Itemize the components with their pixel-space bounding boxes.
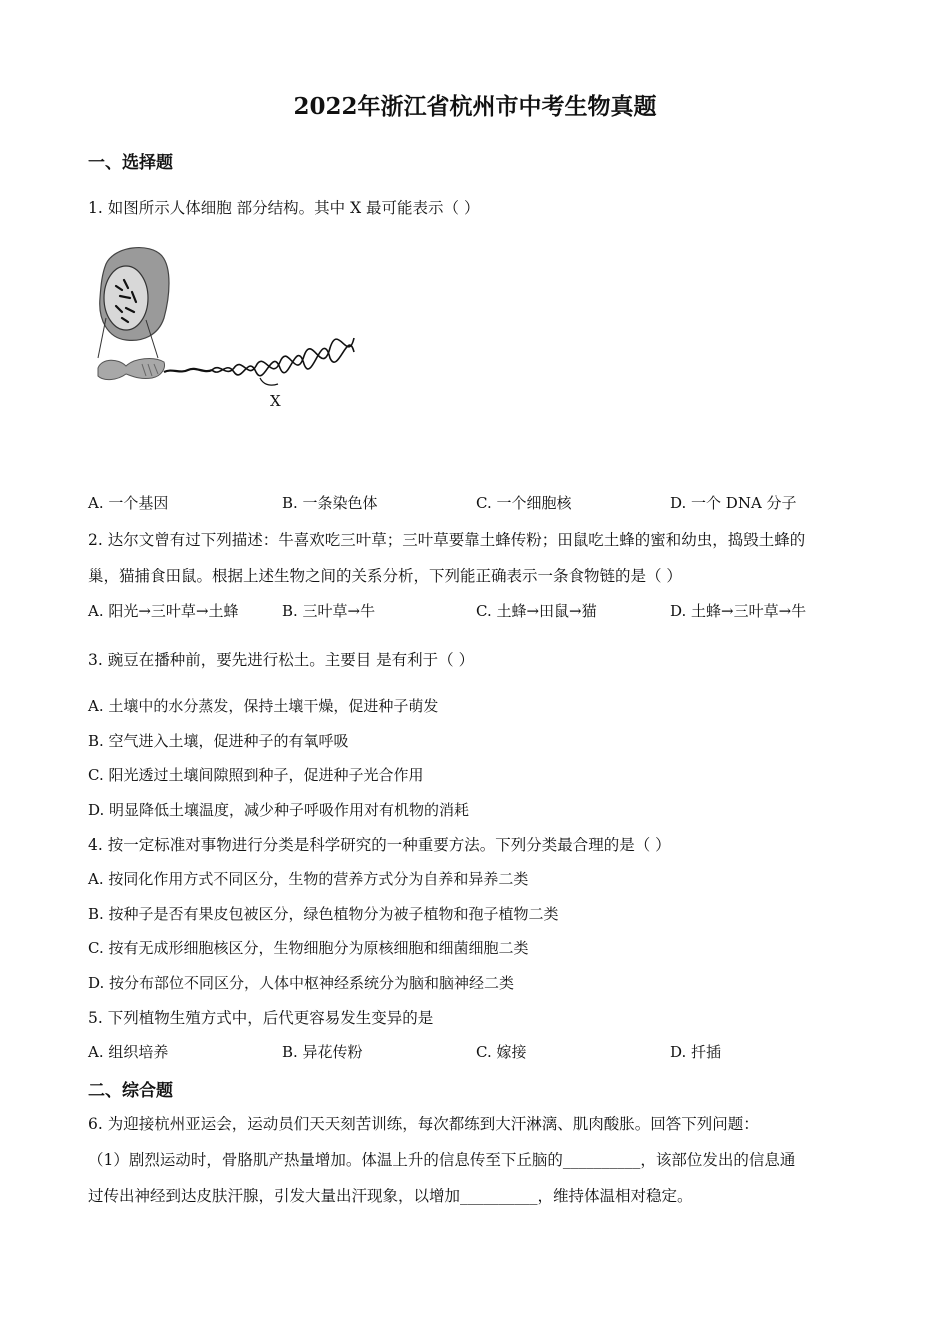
question-6-part1-line1: （1）剧烈运动时，骨胳肌产热量增加。体温上升的信息传至下丘脑的__________，该部位发出的信息通 — [88, 1151, 796, 1169]
question-6-part1-line2: 过传出神经到达皮肤汗腺，引发大量出汗现象，以增加__________，维持体温相对稳定。 — [88, 1187, 693, 1205]
q4-option-b: B. 按种子是否有果皮包被区分，绿色植物分为被子植物和孢子植物二类 — [88, 905, 559, 923]
section-heading-comprehensive: 二、综合题 — [88, 1081, 173, 1101]
figure-x-label: X — [270, 392, 281, 410]
q2-option-c: C. 土蜂→田鼠→猫 — [476, 602, 597, 620]
q3-option-c: C. 阳光透过土壤间隙照到种子，促进种子光合作用 — [88, 766, 424, 784]
q4-option-c: C. 按有无成形细胞核区分，生物细胞分为原核细胞和细菌细胞二类 — [88, 939, 529, 957]
q5-option-b: B. 异花传粉 — [282, 1043, 363, 1061]
question-6-stem: 6. 为迎接杭州亚运会，运动员们天天刻苦训练，每次都练到大汗淋漓、肌肉酸胀。回答下列问题： — [88, 1115, 759, 1133]
q5-option-a: A. 组织培养 — [88, 1043, 169, 1061]
q1-option-d: D. 一个 DNA 分子 — [670, 494, 797, 512]
section-heading-choice: 一、选择题 — [88, 153, 173, 173]
q3-option-d: D. 明显降低土壤温度，减少种子呼吸作用对有机物的消耗 — [88, 801, 470, 819]
q2-option-d: D. 土蜂→三叶草→牛 — [670, 602, 807, 620]
cell-chromosome-dna-figure — [92, 240, 362, 415]
q5-option-d: D. 扦插 — [670, 1043, 722, 1061]
q1-option-a: A. 一个基因 — [88, 494, 169, 512]
q1-option-b: B. 一条染色体 — [282, 494, 378, 512]
question-5-stem: 5. 下列植物生殖方式中，后代更容易发生变异的是 — [88, 1009, 434, 1027]
q2-option-b: B. 三叶草→牛 — [282, 602, 376, 620]
question-4-stem: 4. 按一定标准对事物进行分类是科学研究的一种重要方法。下列分类最合理的是（ ） — [88, 836, 671, 854]
q5-option-c: C. 嫁接 — [476, 1043, 527, 1061]
question-3-stem: 3. 豌豆在播种前，要先进行松土。主要目 是有利于（ ） — [88, 651, 475, 669]
q3-option-a: A. 土壤中的水分蒸发，保持土壤干燥，促进种子萌发 — [88, 697, 439, 715]
q1-option-c: C. 一个细胞核 — [476, 494, 572, 512]
q2-option-a: A. 阳光→三叶草→土蜂 — [88, 602, 239, 620]
page-title: 2022年浙江省杭州市中考生物真题 — [293, 93, 657, 120]
q3-option-b: B. 空气进入土壤，促进种子的有氧呼吸 — [88, 732, 349, 750]
question-1-stem: 1. 如图所示人体细胞 部分结构。其中 X 最可能表示（ ） — [88, 199, 480, 217]
question-2-stem-line2: 巢，猫捕食田鼠。根据上述生物之间的关系分析，下列能正确表示一条食物链的是（ ） — [88, 567, 682, 585]
q4-option-d: D. 按分布部位不同区分，人体中枢神经系统分为脑和脑神经二类 — [88, 974, 515, 992]
q4-option-a: A. 按同化作用方式不同区分，生物的营养方式分为自养和异养二类 — [88, 870, 529, 888]
question-2-stem-line1: 2. 达尔文曾有过下列描述：牛喜欢吃三叶草；三叶草要靠土蜂传粉；田鼠吃土蜂的蜜和幼虫，捣毁土蜂的 — [88, 531, 806, 549]
